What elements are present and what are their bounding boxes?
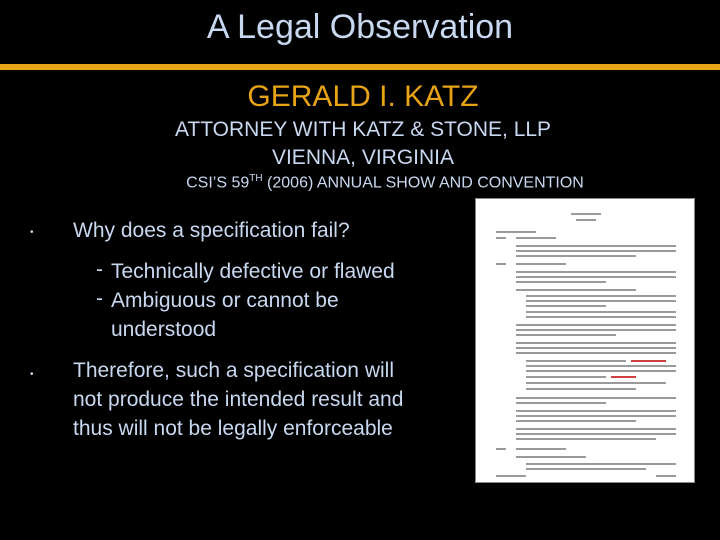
sub-dash: - bbox=[96, 258, 103, 281]
event-post: (2006) ANNUAL SHOW AND CONVENTION bbox=[262, 174, 584, 192]
sub-2-cont: understood bbox=[111, 318, 217, 341]
sub-dash: - bbox=[96, 287, 103, 310]
title-rule bbox=[0, 64, 720, 70]
bullet-2-line-2: not produce the intended result and bbox=[73, 388, 404, 411]
specification-document-image bbox=[475, 198, 695, 483]
presenter-location: VIENNA, VIRGINIA bbox=[271, 146, 455, 169]
sub-1-text: Technically defective or flawed bbox=[111, 260, 395, 283]
slide-title: A Legal Observation bbox=[206, 8, 514, 46]
bullet-2-line-3: thus will not be legally enforceable bbox=[73, 417, 393, 440]
event-sup: TH bbox=[249, 173, 263, 184]
bullet-dot: • bbox=[30, 369, 34, 380]
event-pre: CSI’S 59 bbox=[186, 174, 250, 192]
bullet-dot: • bbox=[30, 227, 34, 238]
event-line bbox=[0, 173, 720, 192]
presenter-affiliation: ATTORNEY WITH KATZ & STONE, LLP bbox=[174, 118, 552, 141]
sub-2-text: Ambiguous or cannot be bbox=[111, 289, 339, 312]
bullet-2-line-1: Therefore, such a specification will bbox=[73, 359, 394, 382]
presenter-name: GERALD I. KATZ bbox=[247, 80, 479, 113]
bullet-1-text: Why does a specification fail? bbox=[73, 219, 350, 242]
